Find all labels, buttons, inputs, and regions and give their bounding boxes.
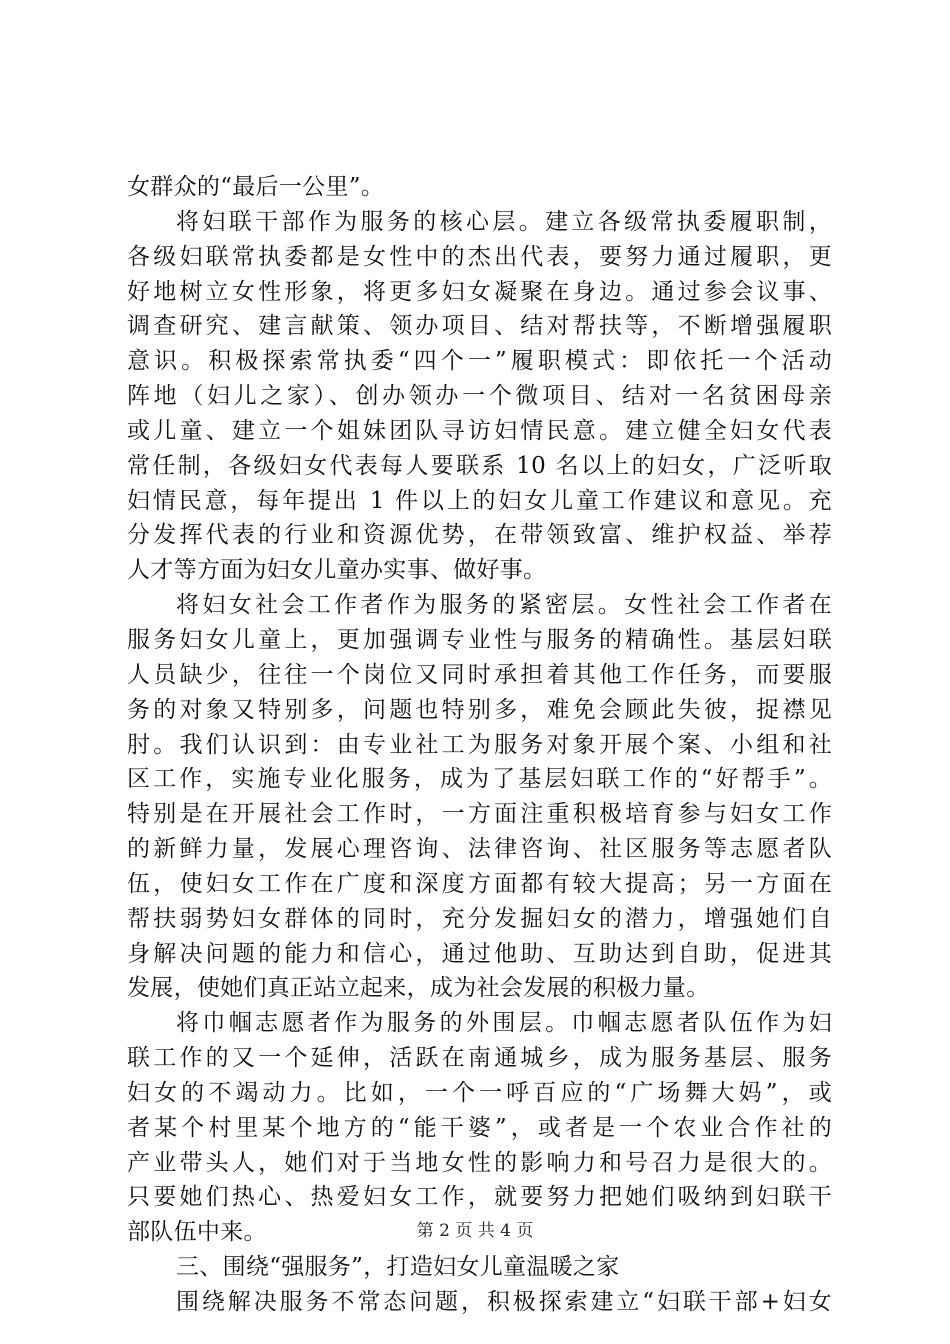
text-line: 特别是在开展社会工作时，一方面注重积极培育参与妇女工作 bbox=[127, 801, 832, 828]
text-line: 常任制，各级妇女代表每人要联系 10 名以上的妇女，广泛听取 bbox=[127, 452, 832, 479]
text-line: 围绕解决服务不常态问题，积极探索建立“妇联干部+妇女 bbox=[176, 1289, 832, 1315]
text-line: 身解决问题的能力和信心，通过他助、互助达到自助，促进其 bbox=[127, 940, 832, 967]
text-line: 将妇女社会工作者作为服务的紧密层。女性社会工作者在 bbox=[176, 592, 832, 619]
text-line: 联工作的又一个延伸，活跃在南通城乡，成为服务基层、服务 bbox=[127, 1045, 832, 1072]
text-line: 好地树立女性形象，将更多妇女凝聚在身边。通过参会议事、 bbox=[127, 278, 832, 305]
text-line: 务的对象又特别多，问题也特别多，难免会顾此失彼，捉襟见 bbox=[127, 696, 832, 723]
text-line: 的新鲜力量，发展心理咨询、法律咨询、社区服务等志愿者队 bbox=[127, 836, 832, 863]
text-line: 区工作，实施专业化服务，成为了基层妇联工作的“好帮手”。 bbox=[127, 766, 832, 793]
text-line: 或儿童、建立一个姐妹团队寻访妇情民意。建立健全妇女代表 bbox=[127, 417, 832, 444]
text-line: 肘。我们认识到：由专业社工为服务对象开展个案、小组和社 bbox=[127, 731, 832, 758]
document-body bbox=[127, 170, 832, 1320]
text-line: 女群众的“最后一公里”。 bbox=[127, 174, 385, 200]
text-line: 将妇联干部作为服务的核心层。建立各级常执委履职制， bbox=[176, 208, 832, 235]
text-line: 三、围绕“强服务”，打造妇女儿童温暖之家 bbox=[176, 1254, 620, 1281]
text-line: 发展，使她们真正站立起来，成为社会发展的积极力量。 bbox=[127, 975, 710, 1002]
text-line: 分发挥代表的行业和资源优势，在带领致富、维护权益、举荐 bbox=[127, 522, 832, 549]
text-line: 妇女的不竭动力。比如，一个一呼百应的“广场舞大妈”，或 bbox=[127, 1079, 832, 1106]
text-line: 者某个村里某个地方的“能干婆”，或者是一个农业合作社的 bbox=[127, 1114, 832, 1141]
text-line: 部队伍中来。 bbox=[127, 1219, 267, 1246]
text-line: 服务妇女儿童上，更加强调专业性与服务的精确性。基层妇联 bbox=[127, 626, 832, 653]
text-line: 将巾帼志愿者作为服务的外围层。巾帼志愿者队伍作为妇 bbox=[176, 1010, 832, 1037]
text-line: 妇情民意，每年提出 1 件以上的妇女儿童工作建议和意见。充 bbox=[127, 487, 832, 514]
text-line: 阵地（妇儿之家）、创办领办一个微项目、结对一名贫困母亲 bbox=[127, 383, 832, 410]
text-line: 产业带头人，她们对于当地女性的影响力和号召力是很大的。 bbox=[127, 1149, 832, 1176]
text-line: 伍，使妇女工作在广度和深度方面都有较大提高；另一方面在 bbox=[127, 870, 832, 897]
text-line: 人员缺少，往往一个岗位又同时承担着其他工作任务，而要服 bbox=[127, 661, 832, 688]
text-line: 人才等方面为妇女儿童办实事、做好事。 bbox=[127, 557, 547, 584]
text-line: 意识。积极探索常执委“四个一”履职模式：即依托一个活动 bbox=[127, 348, 832, 375]
text-line: 各级妇联常执委都是女性中的杰出代表，要努力通过履职，更 bbox=[127, 243, 832, 270]
page-footer: 第 2 页 共 4 页 bbox=[416, 1221, 534, 1241]
text-line: 只要她们热心、热爱妇女工作，就要努力把她们吸纳到妇联干 bbox=[127, 1184, 832, 1211]
text-line: 调查研究、建言献策、领办项目、结对帮扶等，不断增强履职 bbox=[127, 313, 832, 340]
text-line: 帮扶弱势妇女群体的同时，充分发掘妇女的潜力，增强她们自 bbox=[127, 905, 832, 932]
